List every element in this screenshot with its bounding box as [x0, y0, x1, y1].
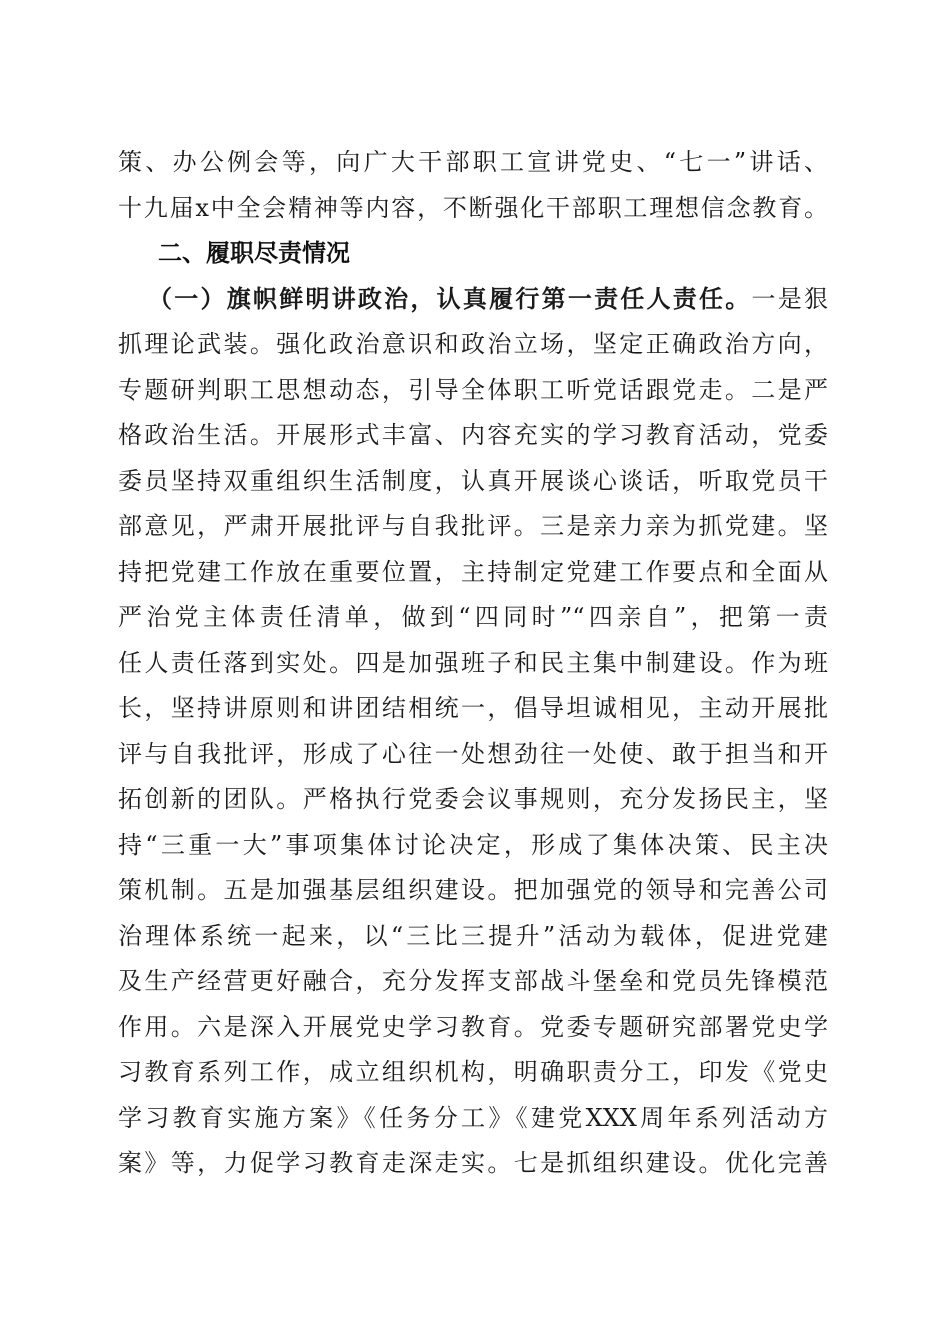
body-line: 任人责任落到实处。四是加强班子和民主集中制建设。作为班 — [118, 649, 828, 677]
body-line: 持把党建工作放在重要位置，主持制定党建工作要点和全面从 — [118, 558, 828, 586]
body-line: 专题研判职工思想动态，引导全体职工听党话跟党走。二是严 — [118, 376, 828, 404]
body-line: 及生产经营更好融合，充分发挥支部战斗堡垒和党员先锋模范 — [118, 967, 828, 995]
body-line: 评与自我批评，形成了心往一处想劲往一处使、敢于担当和开 — [118, 740, 828, 768]
body-line: 治理体系统一起来，以“三比三提升”活动为载体，促进党建 — [118, 922, 828, 950]
subsection-title: （一）旗帜鲜明讲政治，认真履行第一责任人责任。 — [148, 285, 752, 313]
body-line: 部意见，严肃开展批评与自我批评。三是亲力亲为抓党建。坚 — [118, 512, 828, 540]
body-line: 拓创新的团队。严格执行党委会议事规则，充分发扬民主，坚 — [118, 785, 828, 813]
body-line: 作用。六是深入开展党史学习教育。党委专题研究部署党史学 — [118, 1013, 828, 1041]
section-heading: 二、履职尽责情况 — [158, 239, 350, 267]
body-line: 习教育系列工作，成立组织机构，明确职责分工，印发《党史 — [118, 1058, 828, 1086]
body-line: 严治党主体责任清单，做到“四同时”“四亲自”，把第一责 — [118, 603, 828, 631]
body-line: 委员坚持双重组织生活制度，认真开展谈心谈话，听取党员干 — [118, 467, 828, 495]
subsection-first-line — [148, 279, 828, 319]
body-line: 长，坚持讲原则和讲团结相统一，倡导坦诚相见，主动开展批 — [118, 694, 828, 722]
body-line: 学习教育实施方案》《任务分工》《建党XXX周年系列活动方 — [118, 1104, 828, 1132]
intro-line-2: 十九届x中全会精神等内容，不断强化干部职工理想信念教育。 — [118, 194, 828, 222]
intro-line-1: 策、办公例会等，向广大干部职工宣讲党史、“七一”讲话、 — [118, 148, 828, 176]
body-line: 抓理论武装。强化政治意识和政治立场，坚定正确政治方向， — [118, 330, 828, 358]
subsection-first-line-rest: 一是狠 — [751, 285, 829, 313]
body-line: 格政治生活。开展形式丰富、内容充实的学习教育活动，党委 — [118, 421, 828, 449]
body-line: 案》等，力促学习教育走深走实。七是抓组织建设。优化完善 — [118, 1149, 828, 1177]
body-line: 持“三重一大”事项集体讨论决定，形成了集体决策、民主决 — [118, 831, 828, 859]
body-line: 策机制。五是加强基层组织建设。把加强党的领导和完善公司 — [118, 876, 828, 904]
